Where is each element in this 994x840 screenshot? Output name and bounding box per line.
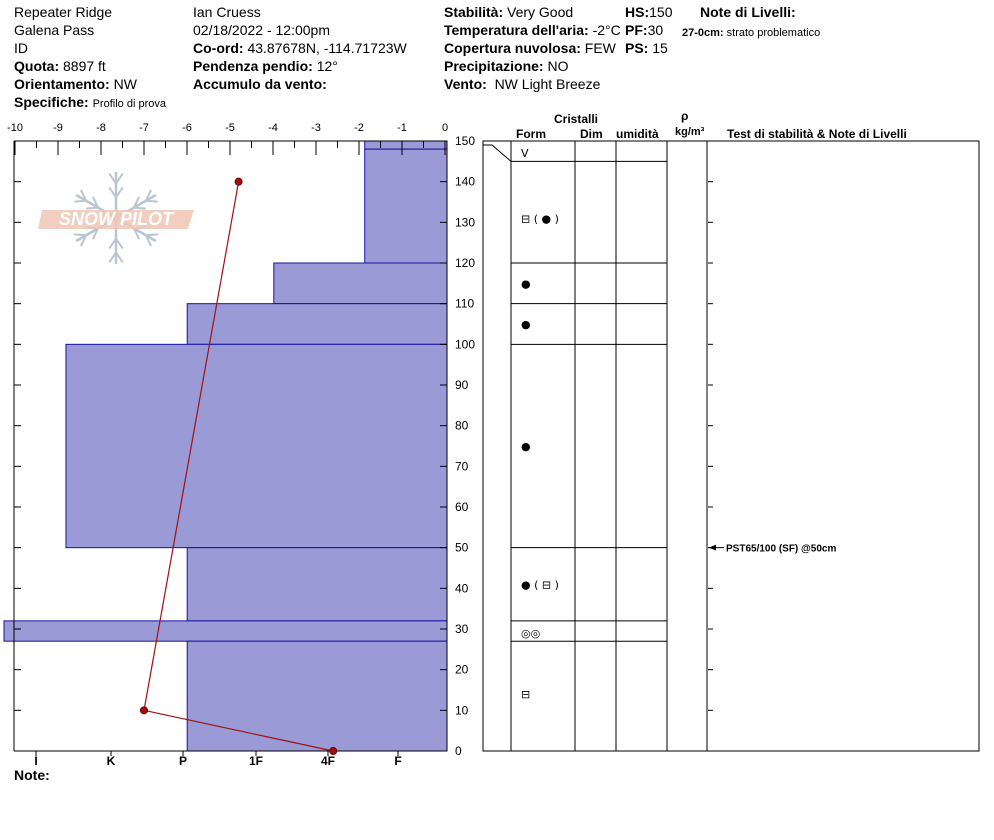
hardness-label: 4F <box>320 754 336 768</box>
hardness-layer <box>274 263 447 304</box>
height-tick-label: 120 <box>455 256 476 270</box>
height-tick-label: 50 <box>455 540 469 555</box>
height-tick-label: 90 <box>455 378 469 392</box>
height-tick-label: 20 <box>455 662 469 677</box>
specifics-value: Profilo di prova <box>92 98 166 110</box>
logo-snowflake-branch <box>74 234 86 235</box>
hardness-layers <box>4 141 447 751</box>
grain-form-symbol: ● <box>521 440 531 453</box>
stability-value: Very Good <box>507 4 574 20</box>
grain-form-symbol: ⊟ ( ● ) <box>521 212 559 226</box>
layer-note-depth: 27-0cm: <box>682 27 724 39</box>
hs-label: HS: <box>625 4 650 20</box>
hardness-layer <box>4 621 447 641</box>
umidita-header: umidità <box>616 127 659 141</box>
height-tick-label: 60 <box>455 500 469 514</box>
height-tick-label: 130 <box>455 215 476 230</box>
stability-test-arrow <box>709 545 716 551</box>
wind-value: NW Light Breeze <box>494 76 601 92</box>
hardness-label: P <box>178 754 188 768</box>
cloud-value: FEW <box>584 40 616 56</box>
temp-tick-label: -2 <box>354 122 364 134</box>
hardness-label: K <box>106 754 116 768</box>
hardness-label: F <box>394 754 402 768</box>
grain-form-symbol: ⊟ <box>521 688 531 702</box>
density-unit-header: kg/m³ <box>675 126 705 138</box>
height-tick-label: 40 <box>455 581 469 596</box>
coord-label: Co-ord: <box>193 40 244 56</box>
height-tick-label: 100 <box>455 337 476 352</box>
height-tick-label: 10 <box>455 703 469 718</box>
coord-value: 43.87678N, -114.71723W <box>247 40 407 56</box>
temperature-point <box>330 748 337 755</box>
area: Galena Pass <box>14 22 95 38</box>
temp-tick-label: 0 <box>441 122 449 134</box>
cristalli-header: Cristalli <box>554 112 599 126</box>
grain-form-symbol: ◎◎ <box>521 627 541 641</box>
id-label: ID <box>14 40 28 56</box>
snow-pilot-logo <box>38 172 194 264</box>
quota-label: Quota: <box>14 58 60 74</box>
hardness-layer <box>365 141 447 149</box>
orientation-value: NW <box>113 76 137 92</box>
layer-notes-label: Note di Livelli: <box>700 4 796 20</box>
crystal-table-frame <box>483 141 979 751</box>
hardness-label: I <box>34 754 38 768</box>
temp-tick-label: -3 <box>311 122 321 134</box>
grain-form-symbol: ● <box>521 277 531 291</box>
orientation-label: Orientamento: <box>14 76 110 92</box>
slope-value: 12° <box>316 58 338 74</box>
rho-header: ρ <box>681 109 689 123</box>
cloud-label: Copertura nuvolosa: <box>444 40 581 56</box>
air-temp-value: -2°C <box>592 22 621 38</box>
ps-value: 15 <box>652 40 668 56</box>
hardness-layer <box>66 344 447 547</box>
temp-tick-label: -9 <box>53 122 63 134</box>
hardness-layer <box>187 641 447 751</box>
logo-snowflake-branch <box>146 201 158 202</box>
location: Repeater Ridge <box>14 4 113 20</box>
temperature-point <box>235 178 242 185</box>
stability-label: Stabilità: <box>444 4 504 20</box>
wind-loading-label: Accumulo da vento: <box>193 76 327 92</box>
hardness-layer <box>187 304 447 345</box>
height-tick-label: 30 <box>455 622 469 636</box>
crystal-table <box>483 141 979 751</box>
temp-tick-label: -5 <box>225 122 235 134</box>
precip-value: NO <box>547 58 569 74</box>
height-tick-label: 140 <box>455 174 476 189</box>
temperature-point <box>141 707 148 714</box>
temp-tick-label: -6 <box>182 122 192 134</box>
grain-form-symbol: V <box>521 147 529 161</box>
pf-label: PF: <box>625 22 648 38</box>
hardness-layer <box>365 149 447 263</box>
layer-connector <box>483 145 511 161</box>
logo-text: SNOW PILOT <box>59 209 173 229</box>
datetime: 02/18/2022 - 12:00pm <box>193 22 330 38</box>
logo-snowflake-branch <box>146 234 158 235</box>
wind-label: Vento: <box>444 76 487 92</box>
layer-note-text: strato problematico <box>726 27 821 39</box>
height-tick-label: 150 <box>455 134 476 148</box>
temp-tick-label: -4 <box>268 122 278 134</box>
stability-notes-header: Test di stabilità & Note di Livelli <box>727 127 907 141</box>
hardness-label: 1F <box>248 754 264 768</box>
logo-snowflake-branch <box>74 201 86 202</box>
temp-tick-label: -7 <box>139 122 149 134</box>
observer: Ian Cruess <box>193 4 261 20</box>
air-temp-label: Temperatura dell'aria: <box>444 22 589 38</box>
height-tick-label: 110 <box>455 296 475 311</box>
hardness-layer <box>187 548 447 621</box>
dim-header: Dim <box>580 127 603 141</box>
precip-label: Precipitazione: <box>444 58 544 74</box>
temp-tick-label: -1 <box>397 122 407 134</box>
grain-form-symbol: ● ( ⊟ ) <box>521 578 559 592</box>
height-tick-label: 0 <box>455 744 462 758</box>
notes-label: Note: <box>14 767 50 783</box>
slope-label: Pendenza pendio: <box>193 58 313 74</box>
hs-value: 150 <box>649 4 673 20</box>
pf-value: 30 <box>647 22 664 38</box>
specifics-label: Specifiche: <box>14 94 89 110</box>
height-tick-label: 70 <box>455 459 469 474</box>
ps-label: PS: <box>625 40 649 56</box>
quota-value: 8897 ft <box>63 58 106 74</box>
height-tick-label: 80 <box>455 418 469 433</box>
form-header: Form <box>516 127 546 141</box>
temp-tick-label: -10 <box>7 122 23 134</box>
temp-tick-label: -8 <box>96 122 106 134</box>
stability-test-label: PST65/100 (SF) @50cm <box>726 543 837 555</box>
grain-form-symbol: ● <box>521 318 531 331</box>
